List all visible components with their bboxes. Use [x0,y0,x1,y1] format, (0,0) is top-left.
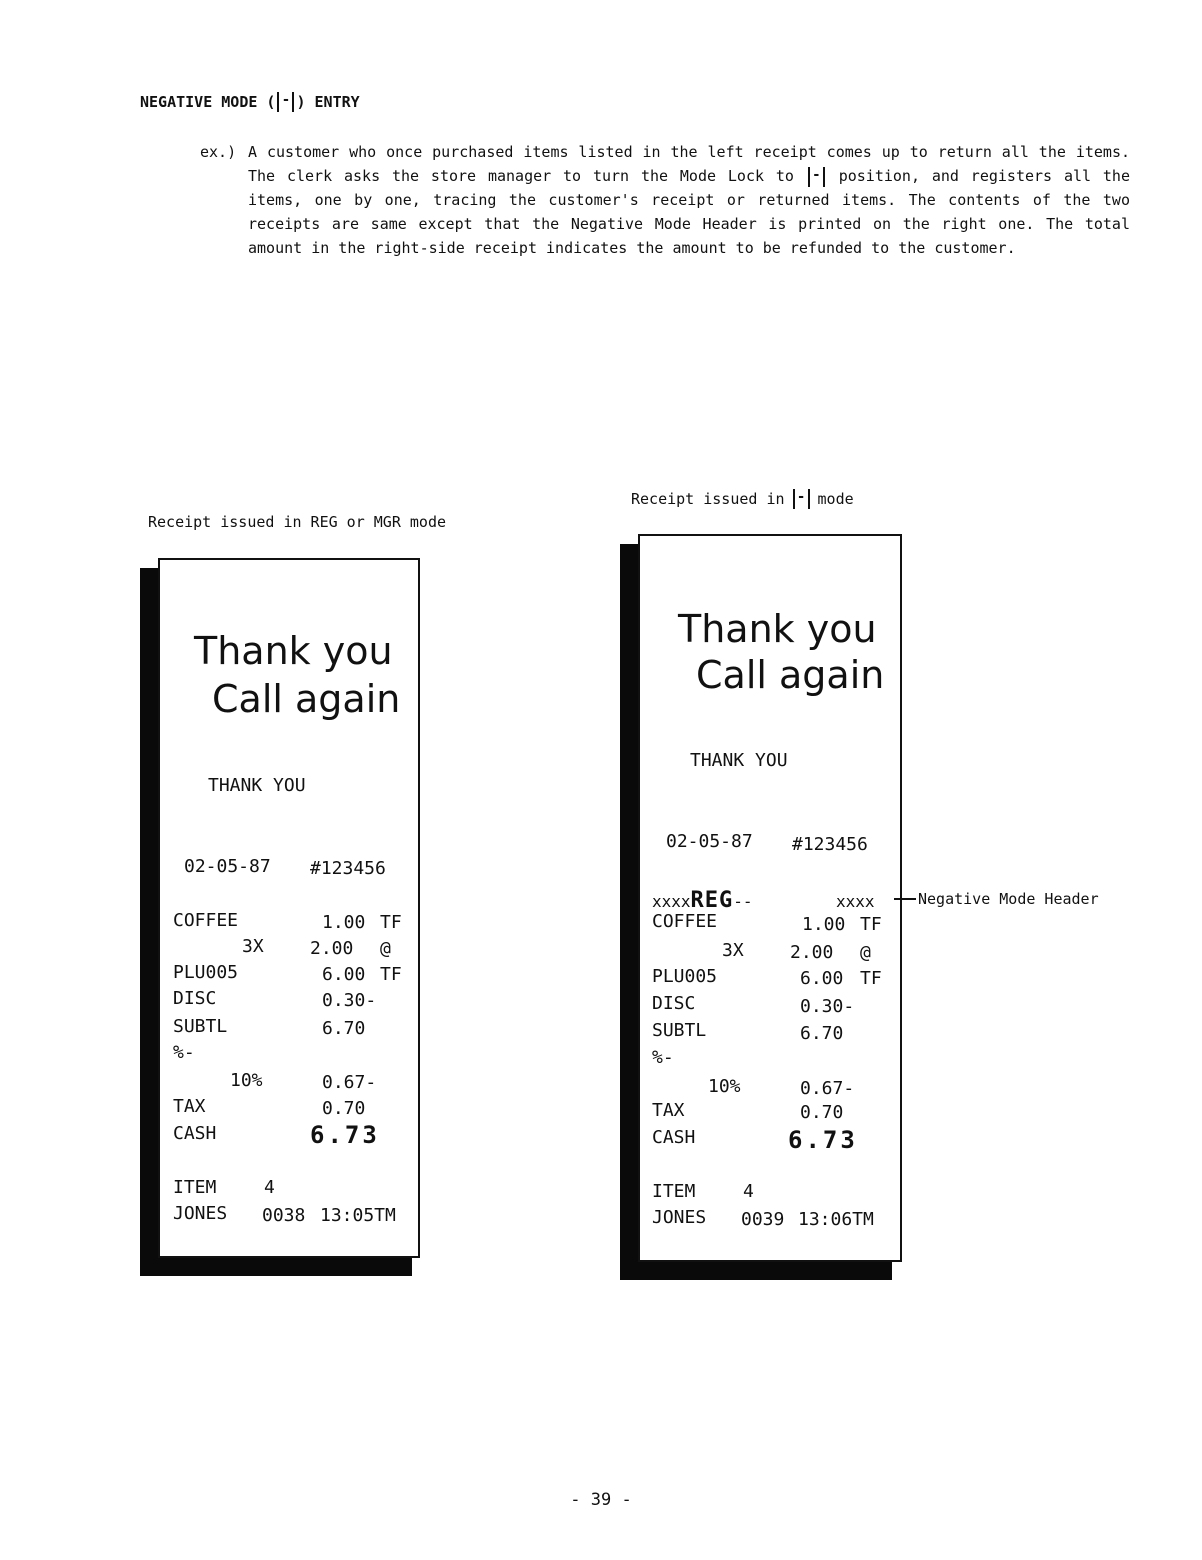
item-label: ITEM [173,1177,217,1198]
line-amount: 0.30- [800,996,855,1017]
item-count: 4 [743,1181,754,1202]
call-again-logo: Call again [696,653,885,697]
example-body [248,140,1130,260]
line-label: SUBTL [173,1016,228,1037]
receipt-negative-mode [620,534,902,1280]
receipt-reg-mode [140,558,420,1276]
line-label: CASH [173,1123,217,1144]
line-amount: 0.67- [800,1078,855,1099]
thank-you-logo: Thank you [678,607,877,651]
thank-you-logo: Thank you [194,629,393,673]
call-again-logo: Call again [212,677,401,721]
line-label: PLU005 [652,966,718,987]
line-label: CASH [652,1127,696,1148]
line-amount: 1.00 [322,912,366,933]
line-flag: TF [860,914,882,935]
example-text-part1: A customer who once purchased items listed in the left receipt comes up to return all the items. The clerk asks the store manager to turn the Mode Lock to [248,143,1130,185]
line-amount: 6.00 [322,964,366,985]
line-label: 10% [230,1070,263,1091]
line-flag: @ [380,938,391,959]
clerk-name: JONES [652,1207,707,1228]
line-label: COFFEE [652,911,718,932]
line-amount: 6.00 [800,968,844,989]
line-label: TAX [173,1096,206,1117]
line-amount: 0.70 [322,1098,366,1119]
item-count: 4 [264,1177,275,1198]
clerk-name: JONES [173,1203,228,1224]
receipt-number: #123456 [792,834,868,855]
line-amount: 6.70 [800,1023,844,1044]
heading-prefix: NEGATIVE MODE ( [140,93,276,111]
line-label: COFFEE [173,910,239,931]
section-heading [140,92,360,112]
negative-mode-symbol-caption: - [793,489,810,509]
page-number: - 39 - [570,1490,632,1510]
negative-header-annotation [894,890,1099,908]
negative-mode-header: xxxxREG-- [652,888,753,913]
caption-right-prefix: Receipt issued in [631,490,785,508]
line-label: %- [652,1047,674,1068]
line-label: SUBTL [652,1020,707,1041]
line-flag: TF [380,964,402,985]
negative-mode-symbol: - [277,92,294,112]
line-amount: 0.67- [322,1072,377,1093]
caption-right-receipt [631,489,854,509]
line-amount: 2.00 [310,938,354,959]
consecutive-number: 0039 [741,1209,785,1230]
receipt-date: 02-05-87 [666,831,753,852]
caption-right-suffix: mode [817,490,854,508]
receipt-number: #123456 [310,858,386,879]
example-prefix: ex.) [200,143,237,161]
example-text-part2: position, and registers all the items, one by one, tracing the customer's receipt or returned items. The contents of the two receipts are same except that the Negative Mode Header is printed on the right one. The total amount in the right-side receipt indicates the amount to be refunded to the customer. [248,167,1130,257]
line-flag: TF [380,912,402,933]
annotation-leader-line [894,898,916,900]
line-label: %- [173,1042,195,1063]
line-label: DISC [652,993,696,1014]
cash-total: 6.73 [788,1126,858,1154]
receipt-date: 02-05-87 [184,856,271,877]
item-label: ITEM [652,1181,696,1202]
line-label: 3X [722,940,744,961]
line-flag: TF [860,968,882,989]
receipt-message: THANK YOU [690,750,788,771]
annotation-text: Negative Mode Header [918,890,1099,908]
receipt-time: 13:05TM [320,1205,396,1226]
line-amount: 0.30- [322,990,377,1011]
receipt-message: THANK YOU [208,775,306,796]
consecutive-number: 0038 [262,1205,306,1226]
line-amount: 1.00 [802,914,846,935]
line-amount: 2.00 [790,942,834,963]
receipt-time: 13:06TM [798,1209,874,1230]
line-amount: 0.70 [800,1102,844,1123]
line-label: TAX [652,1100,685,1121]
line-label: DISC [173,988,217,1009]
line-label: 3X [242,936,264,957]
line-amount: 6.70 [322,1018,366,1039]
line-label: PLU005 [173,962,239,983]
line-flag: @ [860,942,871,963]
negative-mode-symbol-inline: - [808,167,825,187]
negative-mode-header-right: xxxx [836,892,875,911]
line-label: 10% [708,1076,741,1097]
cash-total: 6.73 [310,1121,380,1149]
heading-suffix: ) ENTRY [296,93,360,111]
caption-left-receipt: Receipt issued in REG or MGR mode [148,513,447,531]
